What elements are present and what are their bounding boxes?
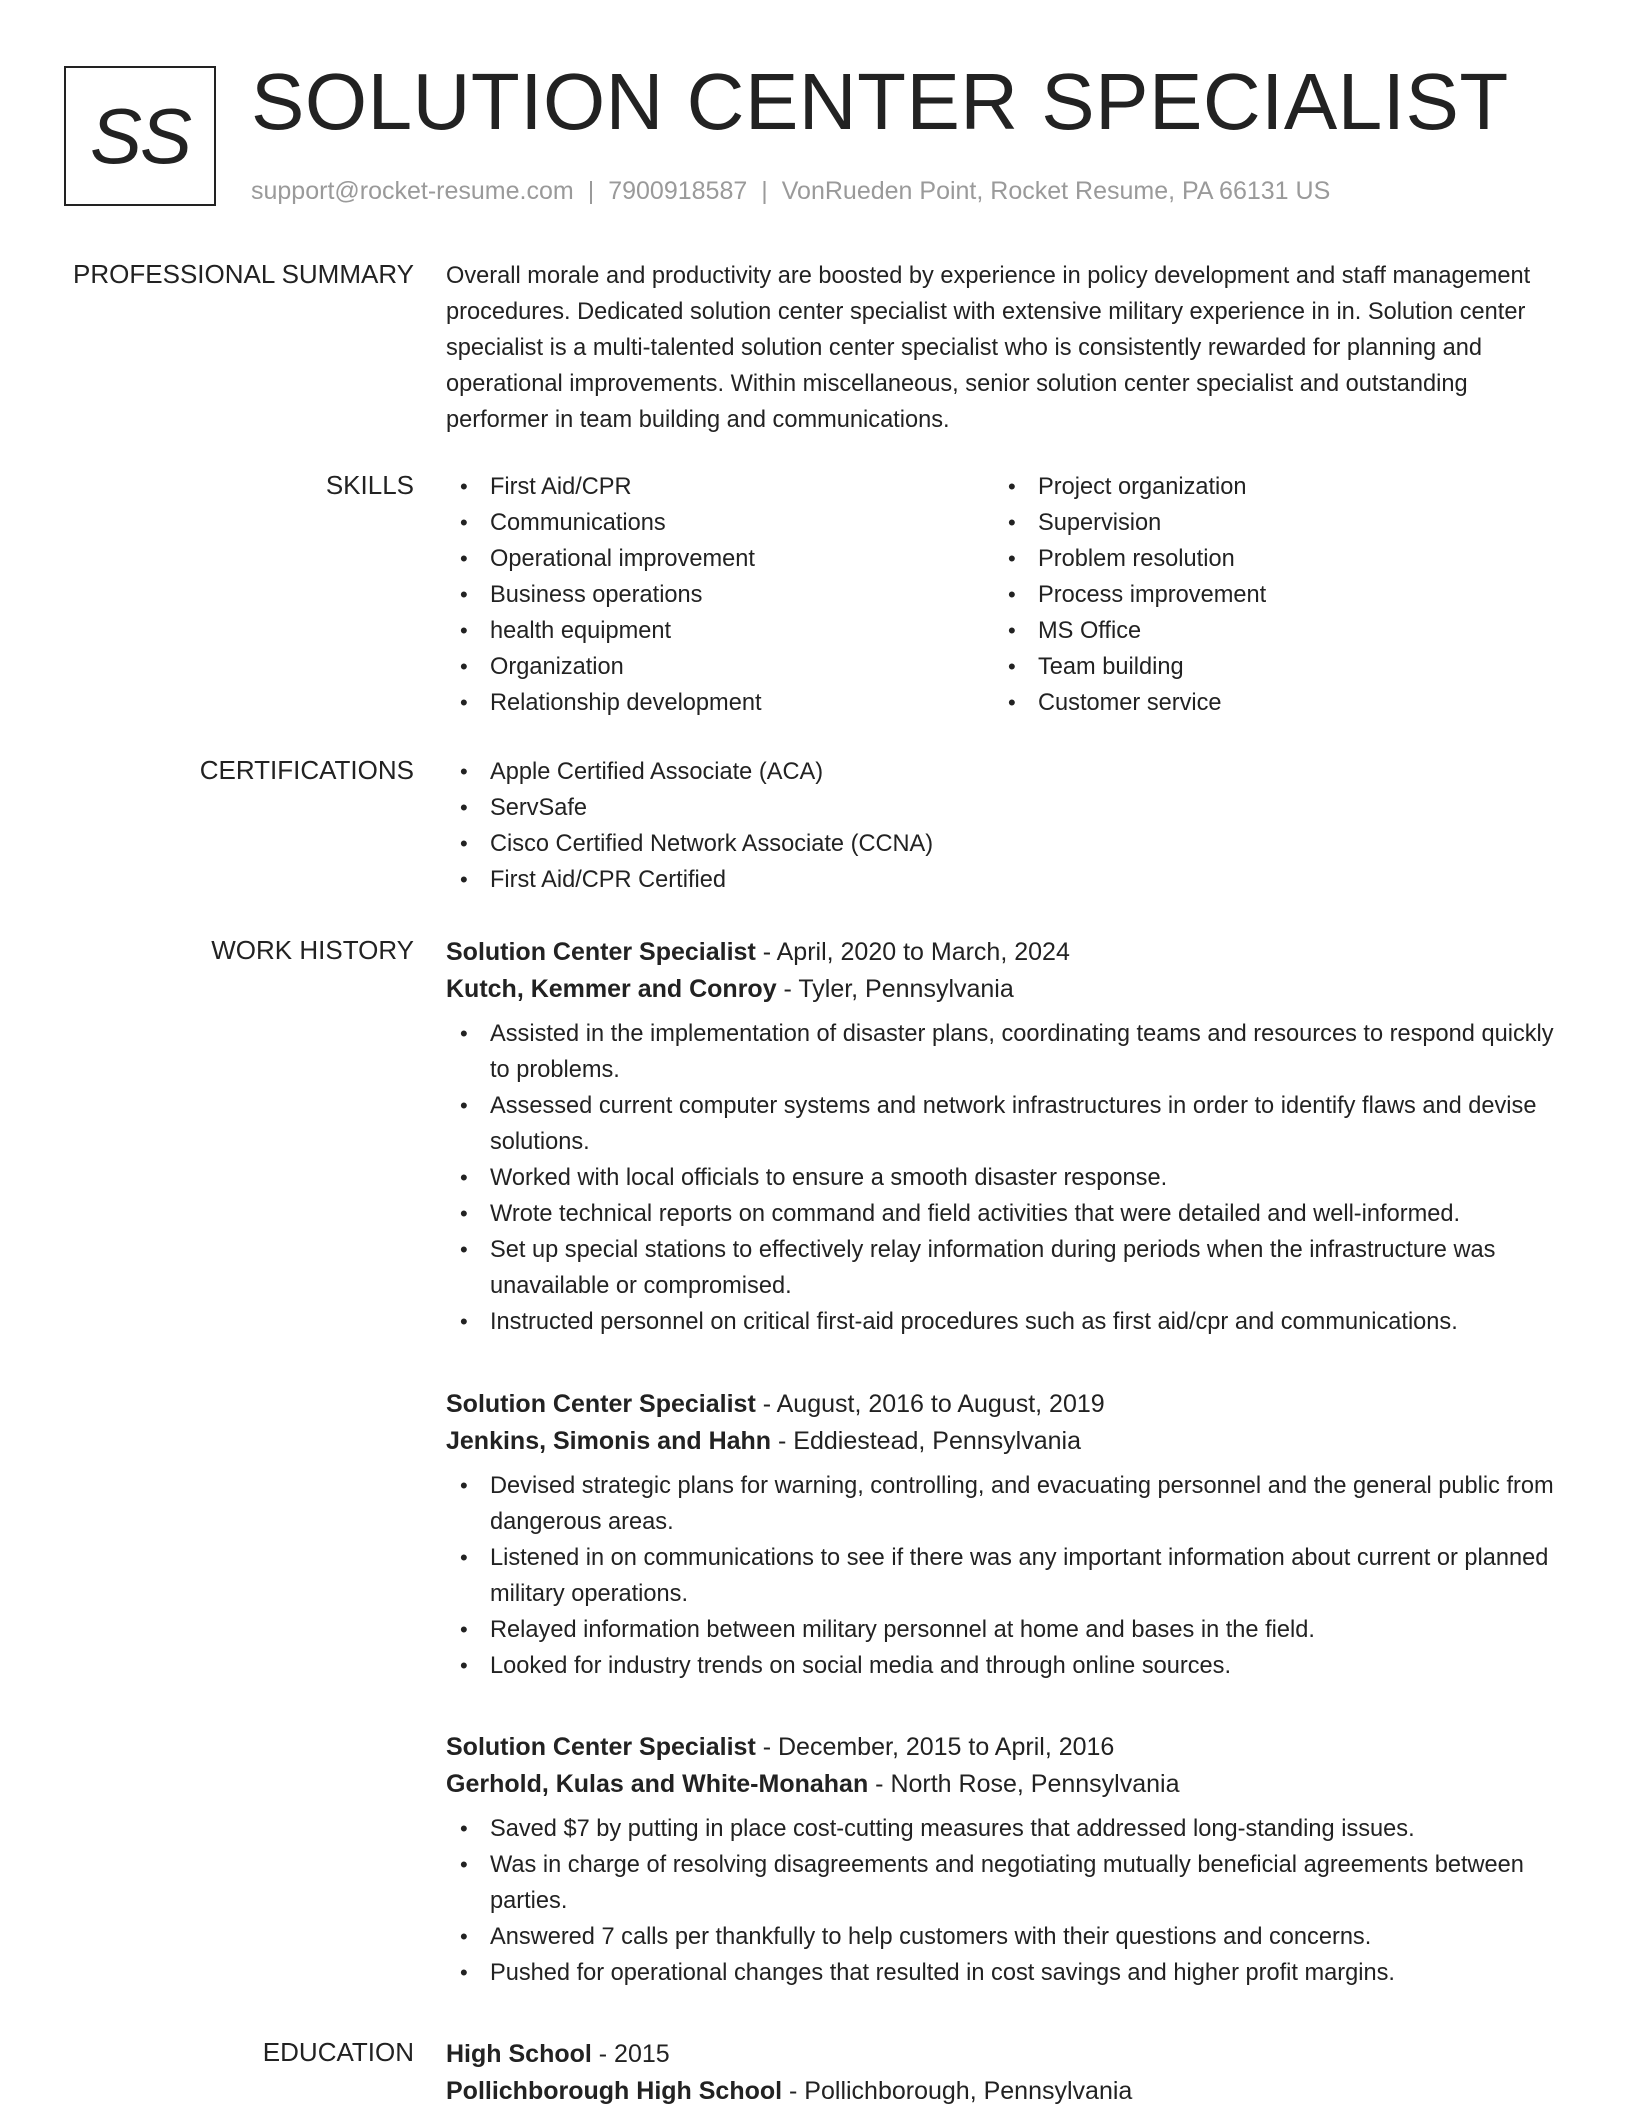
contact-email[interactable]: support@rocket-resume.com [251, 177, 574, 205]
contact-separator: | [761, 177, 768, 205]
education-school: Pollichborough High School [446, 2077, 783, 2105]
job-title: Solution Center Specialist [446, 938, 756, 966]
job-bullet: • Assisted in the implementation of disaster plans, coordinating teams and resources to respond quickly to problems. [446, 1016, 1564, 1088]
education-degree: High School [446, 2040, 592, 2068]
job-entry [446, 934, 1564, 1340]
contact-phone[interactable]: 7900918587 [608, 177, 748, 205]
education-degree-line [446, 2036, 1564, 2072]
job-title: Solution Center Specialist [446, 1733, 756, 1761]
contact-line [251, 176, 1330, 206]
job-bullets [446, 1468, 1564, 1684]
skill-item: • Organization [446, 649, 994, 685]
skill-item: • Business operations [446, 577, 994, 613]
job-title-line [446, 934, 1564, 970]
job-title-line [446, 1729, 1564, 1765]
job-dates: - April, 2020 to March, 2024 [755, 938, 1070, 966]
job-location: - North Rose, Pennsylvania [868, 1770, 1180, 1798]
monogram-badge [64, 66, 216, 206]
job-bullet: • Set up special stations to effectively relay information during periods when the infrastructure was unavailable or compromised. [446, 1232, 1564, 1304]
job-bullet: • Relayed information between military personnel at home and bases in the field. [446, 1612, 1564, 1648]
skills-column-right [994, 469, 1542, 721]
skill-item: • MS Office [994, 613, 1542, 649]
job-bullet: • Looked for industry trends on social media and through online sources. [446, 1648, 1564, 1684]
job-bullet: • Pushed for operational changes that resulted in cost savings and higher profit margins. [446, 1955, 1564, 1991]
job-company: Jenkins, Simonis and Hahn [446, 1427, 772, 1455]
job-location: - Tyler, Pennsylvania [776, 975, 1014, 1003]
education-year: - 2015 [591, 2040, 670, 2068]
skills-grid [446, 469, 1564, 721]
skill-item: • Operational improvement [446, 541, 994, 577]
skill-item: • Team building [994, 649, 1542, 685]
summary-text: Overall morale and productivity are boosted by experience in policy development and staff management procedures. Dedicated solution center specialist with extensive military experience in in. Solution center specialist is a multi-talented solution center specialist who is consistently rewarded for planning and operational improvements. Within miscellaneous, senior solution center specialist and outstanding performer in team building and communications. [446, 263, 1531, 433]
job-bullet: • Wrote technical reports on command and field activities that were detailed and well-informed. [446, 1196, 1564, 1232]
job-dates: - December, 2015 to April, 2016 [755, 1733, 1115, 1761]
job-bullets [446, 1811, 1564, 1991]
job-bullet: • Instructed personnel on critical first-aid procedures such as first aid/cpr and communications. [446, 1304, 1564, 1340]
job-dates: - August, 2016 to August, 2019 [755, 1390, 1105, 1418]
skill-item: • First Aid/CPR [446, 469, 994, 505]
job-title-line [446, 1386, 1564, 1422]
skill-item: • Supervision [994, 505, 1542, 541]
job-bullet: • Worked with local officials to ensure a smooth disaster response. [446, 1160, 1564, 1196]
job-entry [446, 1729, 1564, 1991]
skill-item: • Relationship development [446, 685, 994, 721]
skill-item: • Problem resolution [994, 541, 1542, 577]
certification-item: • Apple Certified Associate (ACA) [446, 754, 1564, 790]
job-bullet: • Saved $7 by putting in place cost-cutting measures that addressed long-standing issues. [446, 1811, 1564, 1847]
skill-item: • Project organization [994, 469, 1542, 505]
skill-item: • Communications [446, 505, 994, 541]
job-location: - Eddiestead, Pennsylvania [771, 1427, 1081, 1455]
job-bullets [446, 1016, 1564, 1340]
certification-item: • Cisco Certified Network Associate (CCNA) [446, 826, 1564, 862]
education-heading: EDUCATION [262, 2037, 414, 2067]
certifications-list [446, 754, 1564, 898]
resume-name-title: SOLUTION CENTER SPECIALIST [251, 57, 1509, 146]
job-company-line [446, 1422, 1564, 1460]
job-entry [446, 1386, 1564, 1684]
job-bullet: • Listened in on communications to see if there was any important information about current or planned military operations. [446, 1540, 1564, 1612]
job-title: Solution Center Specialist [446, 1390, 756, 1418]
work-history-heading: WORK HISTORY [211, 935, 414, 965]
job-company-line [446, 1765, 1564, 1803]
job-bullet: • Was in charge of resolving disagreements and negotiating mutually beneficial agreements between parties. [446, 1847, 1564, 1919]
job-company: Kutch, Kemmer and Conroy [446, 975, 777, 1003]
certification-item: • ServSafe [446, 790, 1564, 826]
job-bullet: • Devised strategic plans for warning, controlling, and evacuating personnel and the general public from dangerous areas. [446, 1468, 1564, 1540]
education-location: - Pollichborough, Pennsylvania [782, 2077, 1133, 2105]
skills-heading: SKILLS [325, 470, 414, 500]
certifications-heading: CERTIFICATIONS [199, 755, 414, 785]
skill-item: • health equipment [446, 613, 994, 649]
job-bullet: • Answered 7 calls per thankfully to help customers with their questions and concerns. [446, 1919, 1564, 1955]
job-bullet: • Assessed current computer systems and network infrastructures in order to identify flaws and devise solutions. [446, 1088, 1564, 1160]
monogram-initials: SS [89, 91, 191, 180]
certification-item: • First Aid/CPR Certified [446, 862, 1564, 898]
skill-item: • Customer service [994, 685, 1542, 721]
job-company-line [446, 970, 1564, 1008]
job-company: Gerhold, Kulas and White-Monahan [446, 1770, 869, 1798]
skills-column-left [446, 469, 994, 721]
education-school-line [446, 2072, 1564, 2110]
contact-address: VonRueden Point, Rocket Resume, PA 66131 US [781, 177, 1331, 205]
contact-separator: | [587, 177, 595, 205]
skill-item: • Process improvement [994, 577, 1542, 613]
summary-heading: PROFESSIONAL SUMMARY [73, 259, 414, 289]
